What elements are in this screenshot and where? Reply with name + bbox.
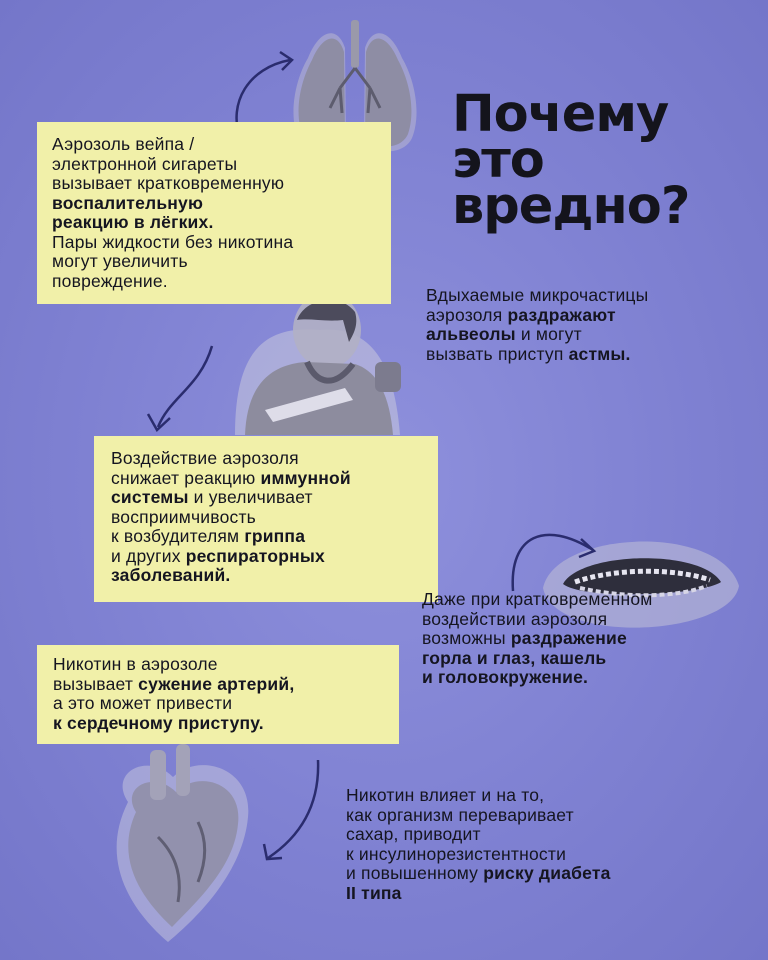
text-line: [346, 845, 611, 865]
text-line: [346, 884, 611, 904]
bold-text: горла и глаз, кашель: [422, 647, 607, 668]
text-run: Никотин влияет и на то,: [346, 785, 545, 805]
text-line: [346, 786, 611, 806]
text-line: [52, 272, 293, 292]
bold-text: заболеваний.: [111, 565, 231, 585]
title-line: вредно?: [452, 177, 690, 236]
note-text: [111, 449, 351, 586]
bold-text: и головокружение.: [422, 667, 589, 687]
text-line: [52, 213, 293, 233]
text-run: сахар, приводит: [346, 824, 481, 844]
text-run: и могут: [515, 324, 582, 344]
bold-text: альвеолы: [426, 324, 516, 344]
text-run: как организм переваривает: [346, 804, 574, 825]
text-line: [52, 135, 293, 155]
text-run: возможны: [422, 628, 511, 648]
text-run: и увеличивает: [188, 487, 313, 507]
bold-text: воспалительную: [52, 192, 204, 213]
text-line: [53, 714, 294, 734]
text-run: Аэрозоль вейпа /: [52, 134, 195, 154]
bold-text: респираторных: [185, 545, 325, 566]
text-line: [426, 306, 648, 326]
sick-person-illustration: [225, 290, 410, 435]
text-line: [52, 155, 293, 175]
text-run: Никотин в аэрозоле: [53, 654, 218, 674]
text-line: [346, 864, 611, 884]
text-line: [422, 649, 653, 669]
text-line: [422, 590, 653, 610]
text-run: электронной сигареты: [52, 153, 238, 174]
text-line: [111, 508, 351, 528]
text-run: и других: [111, 545, 186, 566]
text-line: [422, 629, 653, 649]
bold-text: раздражают: [507, 304, 616, 325]
text-line: [422, 610, 653, 630]
text-line: [111, 547, 351, 567]
text-line: [111, 566, 351, 586]
note-text: [52, 135, 293, 291]
page-title: [452, 85, 690, 236]
text-run: воздействии аэрозоля: [422, 608, 608, 629]
text-run: вызывает кратковременную: [52, 173, 285, 193]
curved-arrow: [140, 342, 220, 437]
text-run: и повышенному: [346, 863, 484, 883]
text-run: а это может привести: [53, 693, 233, 713]
bold-text: риску диабета: [483, 863, 611, 883]
text-line: [53, 694, 294, 714]
text-line: [53, 655, 294, 675]
text-run: вызывает: [53, 673, 139, 694]
text-run: вызвать приступ: [426, 343, 569, 364]
text-run: Даже при кратковременном: [422, 589, 653, 609]
bold-text: гриппа: [244, 526, 306, 546]
text-line: [111, 449, 351, 469]
text-run: к возбудителям: [111, 526, 245, 546]
note-diabetes: [346, 786, 611, 903]
text-line: [52, 194, 293, 214]
text-line: [53, 675, 294, 695]
title-line: это: [452, 131, 544, 190]
note-nicotine-arteries: [37, 645, 399, 744]
bold-text: сужение артерий,: [138, 673, 295, 694]
text-line: [111, 488, 351, 508]
note-microparticles: [426, 286, 648, 364]
curved-arrow: [505, 515, 600, 595]
text-line: [346, 825, 611, 845]
note-immune: [94, 436, 438, 602]
text-line: [426, 325, 648, 345]
text-line: [52, 174, 293, 194]
bold-text: иммунной: [260, 467, 351, 488]
title-line: Почему: [452, 85, 669, 144]
text-line: [52, 252, 293, 272]
bold-text: системы: [111, 487, 189, 507]
note-throat: [422, 590, 653, 688]
text-run: Пары жидкости без никотина: [52, 231, 294, 252]
bold-text: II типа: [346, 882, 402, 903]
text-run: повреждение.: [52, 270, 168, 291]
text-run: снижает реакцию: [111, 467, 261, 488]
text-line: [111, 469, 351, 489]
text-run: Вдыхаемые микрочастицы: [426, 285, 649, 305]
text-run: могут увеличить: [52, 251, 188, 271]
bold-text: к сердечному приступу.: [53, 712, 264, 733]
text-line: [422, 668, 653, 688]
text-line: [426, 345, 648, 365]
note-aerosol-lungs: [37, 122, 391, 304]
text-run: восприимчивость: [111, 506, 256, 527]
text-line: [52, 233, 293, 253]
curved-arrow: [258, 758, 328, 868]
text-line: [426, 286, 648, 306]
heart-illustration: [88, 742, 278, 947]
bold-text: астмы.: [568, 343, 631, 364]
text-run: аэрозоля: [426, 304, 508, 325]
bold-text: реакцию в лёгких.: [52, 212, 214, 232]
text-run: Воздействие аэрозоля: [111, 448, 299, 468]
text-run: к инсулинорезистентности: [346, 843, 567, 864]
text-line: [346, 806, 611, 826]
bold-text: раздражение: [510, 628, 627, 648]
note-text: [53, 655, 294, 733]
text-line: [111, 527, 351, 547]
